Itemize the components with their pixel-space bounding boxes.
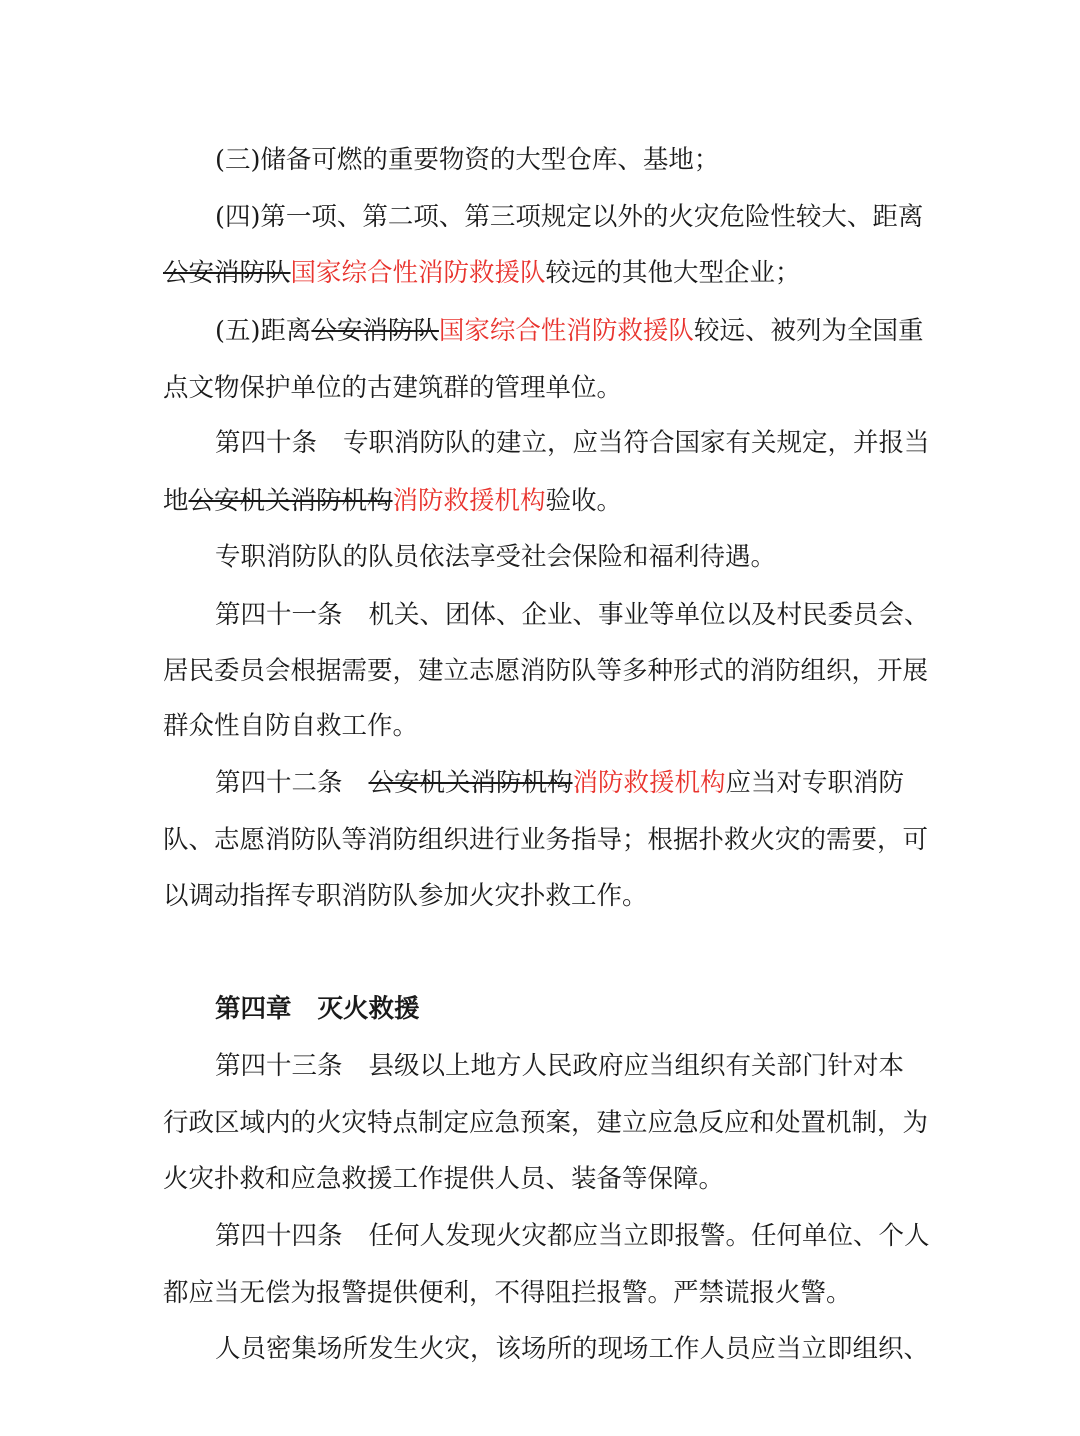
text-run: 较远的其他大型企业； <box>545 258 801 288</box>
chapter-title: 灭火救援 <box>317 994 420 1024</box>
text-run: 以调动指挥专职消防队参加火灾扑救工作。 <box>163 881 648 911</box>
text-run: 人员密集场所发生火灾，该场所的现场工作人员应当立即组织、 <box>215 1334 930 1364</box>
text-run: 应当对专职消防 <box>725 768 905 798</box>
text-run: (五)距离 <box>215 316 312 346</box>
paragraph-line <box>0 197 1080 237</box>
paragraph-line <box>0 253 1080 293</box>
article-heading-line <box>0 1216 1080 1256</box>
paragraph-line <box>0 481 1080 521</box>
text-run: 任何人发现火灾都应当立即报警。任何单位、个人 <box>368 1221 930 1251</box>
paragraph-line <box>0 140 1080 180</box>
paragraph-line <box>0 876 1080 916</box>
paragraph-line <box>0 1103 1080 1143</box>
text-run: 机关、团体、企业、事业等单位以及村民委员会、 <box>368 600 930 630</box>
text-run: 都应当无偿为报警提供便利，不得阻拦报警。严禁谎报火警。 <box>163 1278 852 1308</box>
inserted-text: 消防救援机构 <box>392 486 546 516</box>
inserted-text: 消防救援机构 <box>572 768 726 798</box>
text-run: (三)储备可燃的重要物资的大型仓库、基地； <box>215 145 720 175</box>
chapter-number: 第四章 <box>215 994 292 1024</box>
text-run: 群众性自防自救工作。 <box>163 711 419 741</box>
text-run: 专职消防队的队员依法享受社会保险和福利待遇。 <box>215 542 777 572</box>
article-heading-line <box>0 423 1080 463</box>
text-run: 点文物保护单位的古建筑群的管理单位。 <box>163 373 623 403</box>
text-run: 居民委员会根据需要，建立志愿消防队等多种形式的消防组织，开展 <box>163 656 929 686</box>
text-run: 队、志愿消防队等消防组织进行业务指导；根据扑救火灾的需要，可 <box>163 825 929 855</box>
paragraph-line <box>0 368 1080 408</box>
article-number: 第四十一条 <box>215 600 343 630</box>
text-run: 专职消防队的建立，应当符合国家有关规定，并报当 <box>343 428 930 458</box>
text-run: 验收。 <box>545 486 623 516</box>
text-run: 地 <box>163 486 189 516</box>
article-number: 第四十四条 <box>215 1221 343 1251</box>
text-run: 较远、被列为全国重 <box>693 316 924 346</box>
text-run: 火灾扑救和应急救援工作提供人员、装备等保障。 <box>163 1164 725 1194</box>
deleted-text: 公安机关消防机构 <box>368 768 573 798</box>
deleted-text: 公安机关消防机构 <box>188 486 393 516</box>
text-run: 行政区域内的火灾特点制定应急预案，建立应急反应和处置机制，为 <box>163 1108 929 1138</box>
chapter-heading <box>0 989 1080 1029</box>
article-heading-line <box>0 1046 1080 1086</box>
text-run: 县级以上地方人民政府应当组织有关部门针对本 <box>368 1051 905 1081</box>
article-heading-line <box>0 595 1080 635</box>
article-number: 第四十条 <box>215 428 318 458</box>
paragraph-line <box>0 706 1080 746</box>
article-heading-line <box>0 763 1080 803</box>
text-run: (四)第一项、第二项、第三项规定以外的火灾危险性较大、距离 <box>215 202 924 232</box>
paragraph-line <box>0 820 1080 860</box>
deleted-text: 公安消防队 <box>163 258 291 288</box>
deleted-text: 公安消防队 <box>311 316 439 346</box>
paragraph-line <box>0 1329 1080 1369</box>
inserted-text: 国家综合性消防救援队 <box>290 258 546 288</box>
paragraph-line <box>0 651 1080 691</box>
paragraph-line <box>0 1273 1080 1313</box>
article-number: 第四十二条 <box>215 768 343 798</box>
paragraph-line <box>0 311 1080 351</box>
article-number: 第四十三条 <box>215 1051 343 1081</box>
paragraph-line <box>0 537 1080 577</box>
inserted-text: 国家综合性消防救援队 <box>438 316 694 346</box>
paragraph-line <box>0 1159 1080 1199</box>
